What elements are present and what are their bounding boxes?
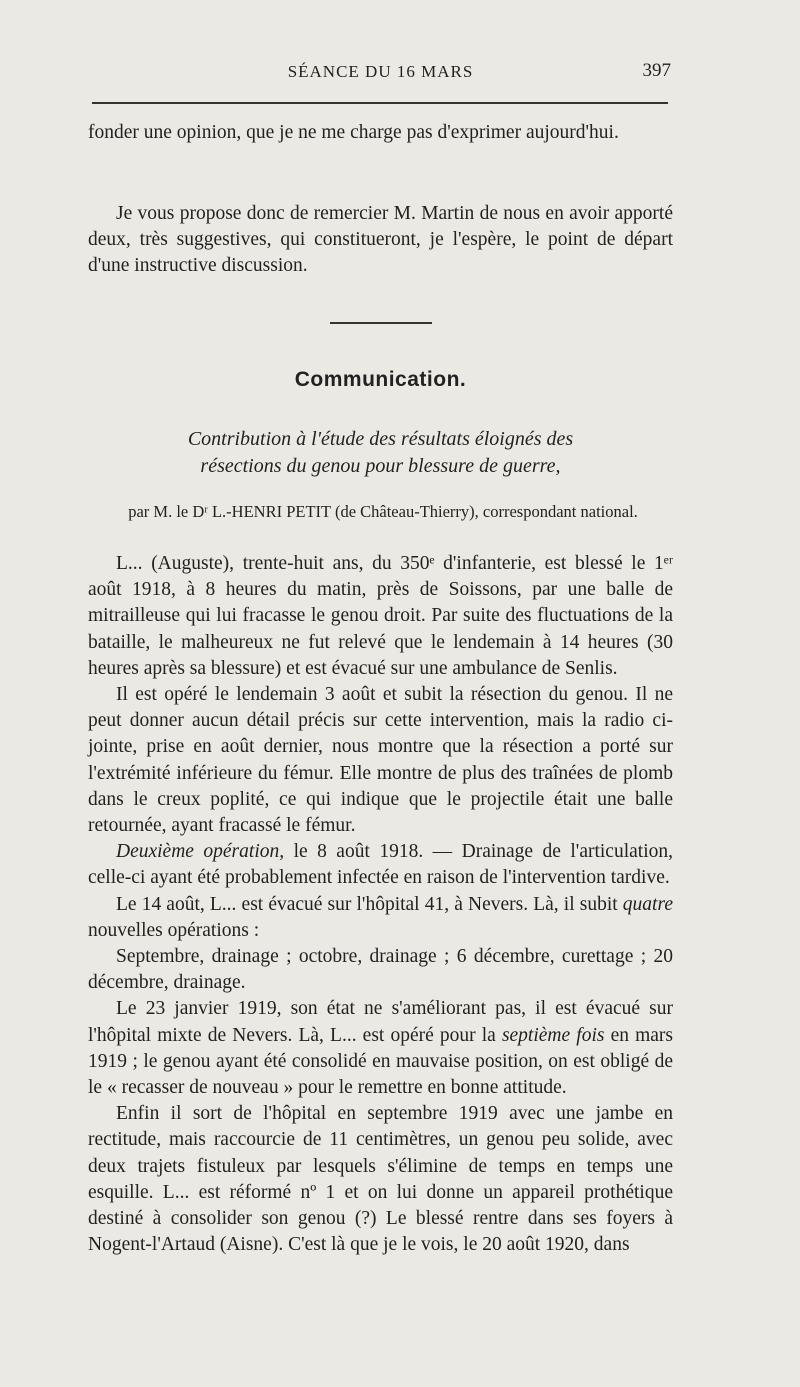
paragraph: Enfin il sort de l'hôpital en septembre 1919 avec une jambe en rectitude, mais raccourcie de 11 centimètres, un genou peu solide, avec deux trajets fistuleux par lesquels s'élimine de temps en temps une esquille. L... est réformé nº 1 et on lui donne un appareil prothétique destiné à consolider son genou (?) Le blessé rentre dans ses foyers à Nogent-l'Artaud (Aisne). C'est là que je le vois, le 20 août 1920, dans <box>88 1103 673 1256</box>
article-title-line: Contribution à l'étude des résultats éloignés des <box>187 428 574 450</box>
emphasis: Deuxième opération, <box>116 841 285 863</box>
paragraph-text: en mars 1919 ; le genou ayant été consolidé en mauvaise position, on est obligé de le « recasser de nouveau » pour le remettre en bonne attitude. <box>88 1024 673 1099</box>
page-header <box>88 58 673 88</box>
continued-text <box>88 120 673 146</box>
article-title-line: résections du genou pour blessure de guerre, <box>200 455 561 477</box>
article-title <box>88 426 673 480</box>
section-separator <box>330 322 432 324</box>
closing-text <box>88 201 673 280</box>
paragraph <box>88 996 673 1101</box>
emphasis: septième fois <box>501 1024 605 1046</box>
header-rule <box>92 102 668 104</box>
paragraph-text: Le 23 janvier 1919, son état ne s'améliorant pas, il est évacué sur l'hôpital mixte de Nevers. Là, L... est opéré pour la <box>88 998 673 1046</box>
emphasis: quatre <box>622 893 673 915</box>
byline: par M. le Dʳ L.-HENRI PETIT (de Château-Thierry), correspondant national. <box>128 502 638 521</box>
paragraph-text: nouvelles opérations : <box>88 919 260 941</box>
paragraph <box>88 892 673 944</box>
paragraph <box>88 839 673 891</box>
paragraph: fonder une opinion, que je ne me charge pas d'exprimer aujourd'hui. <box>88 122 619 143</box>
page-number: 397 <box>642 60 671 81</box>
paragraph-text: le 8 août 1918. — Drainage de l'articulation, celle-ci ayant été probablement infectée en raison de l'intervention tardive. <box>88 841 673 889</box>
paragraph-text: Le 14 août, L... est évacué sur l'hôpital 41, à Nevers. Là, il subit <box>116 893 623 915</box>
section-title: Communication. <box>294 368 467 391</box>
paragraph: Septembre, drainage ; octobre, drainage ; 6 décembre, curettage ; 20 décembre, drainage. <box>88 946 673 994</box>
paragraph: L... (Auguste), trente-huit ans, du 350ᵉ d'infanterie, est blessé le 1ᵉʳ août 1918, à 8 heures du matin, près de Soissons, par une balle de mitrailleuse qui lui fracasse le genou droit. Par suite des fluctuations de la bataille, le malheureux ne fut relevé que le lendemain à 14 heures (30 heures après sa blessure) et est évacué sur une ambulance de Senlis. <box>88 553 673 679</box>
running-head: SÉANCE DU 16 MARS <box>287 62 474 81</box>
article-body <box>88 551 673 1258</box>
paragraph: Je vous propose donc de remercier M. Martin de nous en avoir apporté deux, très suggestives, qui constitueront, je l'espère, le point de départ d'une instructive discussion. <box>88 203 673 277</box>
paragraph: Il est opéré le lendemain 3 août et subit la résection du genou. Il ne peut donner aucun détail précis sur cette intervention, mais la radio ci-jointe, prise en août dernier, nous montre que la résection a porté sur l'extrémité inférieure du fémur. Elle montre de plus des traînées de plomb dans le creux poplité, ce qui indique que le projectile était une balle retournée, ayant fracassé le fémur. <box>88 684 673 837</box>
